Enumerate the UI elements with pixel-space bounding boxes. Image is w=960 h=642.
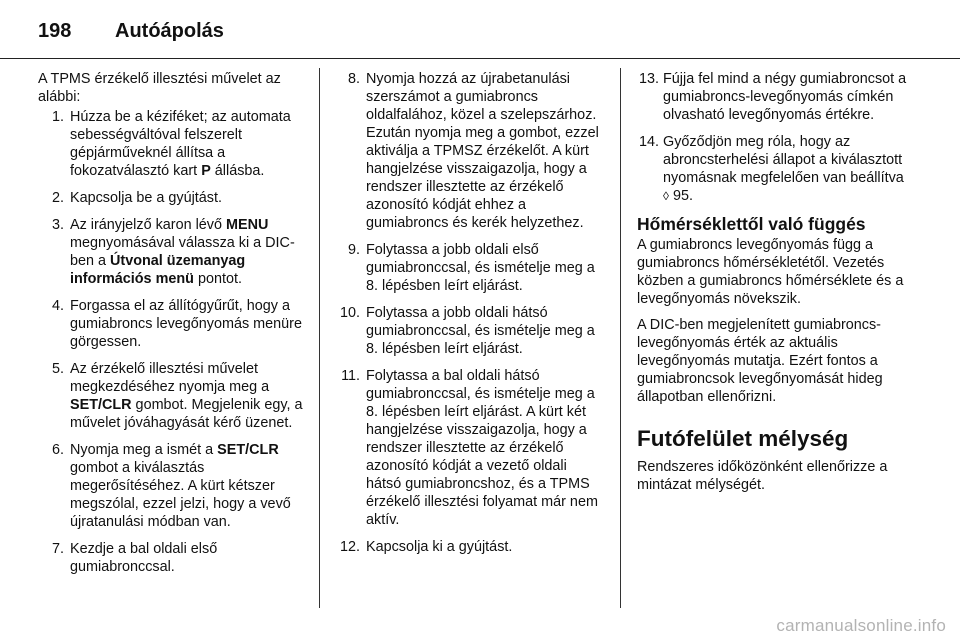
watermark: carmanualsonline.info	[776, 616, 946, 635]
step-number: 3.	[51, 217, 64, 233]
step-number: 6.	[51, 442, 64, 458]
step-text: Folytassa a jobb oldali hátsó gumiabronccsal, és ismételje meg a 8. lépésben leírt eljárást.	[366, 305, 595, 357]
step-text: Nyomja meg a ismét a SET/CLR gombot a kiválasztás megerősítéséhez. A kürt kétszer megszólal, ezzel jelzi, hogy a vevő újratanulási módban van.	[70, 442, 291, 530]
step-text: Nyomja hozzá az újrabetanulási szerszámot a gumiabroncs oldalfalához, közel a szelepszárhoz. Ezután nyomja meg a gombot, ezzel aktiválja a TPMSZ érzékelőt. A kürt hangjelzése visszaigazolja, hogy a rendszer illesztette az érzékelő azonosító kódját ehhez a gumiabroncs és kerék helyzethez.	[366, 71, 599, 231]
list-item	[38, 216, 310, 288]
list-item	[331, 241, 605, 295]
header-divider	[0, 58, 960, 59]
step-text: Kezdje a bal oldali első gumiabronccsal.	[70, 541, 218, 575]
list-item	[38, 540, 310, 576]
step-number: 1.	[51, 109, 64, 125]
step-text: Az érzékelő illesztési művelet megkezdéséhez nyomja meg a SET/CLR gombot. Megjelenik egy, a művelet jóváhagyását kérő üzenet.	[70, 361, 303, 431]
section-heading: Hőmérséklettől való függés	[637, 214, 866, 234]
step-text: Húzza be a kéziféket; az automata sebességváltóval felszerelt gépjárműveknél állítsa a fokozatválasztó kart P állásba.	[70, 109, 291, 179]
step-number: 9.	[347, 242, 360, 258]
list-item	[331, 304, 605, 358]
page-reference[interactable]: 95	[672, 188, 689, 204]
step-text: Fújja fel mind a négy gumiabroncsot a gumiabroncs-levegőnyomás címkén olvasható levegőnyomás értékre.	[663, 71, 907, 123]
step-number: 4.	[51, 298, 64, 314]
page-number: 198	[38, 20, 72, 42]
step-number: 10.	[339, 305, 360, 321]
step-number: 7.	[51, 541, 64, 557]
paragraph: A gumiabroncs levegőnyomás függ a gumiabroncs hőmérsékletétől. Vezetés közben a gumiabroncs hőmérséklete és a levegőnyomás növekszik.	[637, 237, 904, 307]
step-number: 5.	[51, 361, 64, 377]
paragraph: A DIC-ben megjelenített gumiabroncs-levegőnyomás érték az aktuális levegőnyomás mutatja. Ezért fontos a gumiabroncsok levegőnyomását hideg állapotban ellenőrizni.	[637, 317, 883, 405]
step-number: 2.	[51, 190, 64, 206]
list-item	[38, 441, 310, 531]
list-item	[38, 360, 310, 432]
column-divider-1	[319, 68, 320, 608]
column-3	[637, 70, 907, 494]
list-item	[637, 70, 907, 124]
list-item	[38, 108, 310, 180]
step-number: 11.	[341, 368, 360, 384]
intro-text: A TPMS érzékelő illesztési művelet az alábbi:	[38, 71, 281, 105]
section-heading: Futófelület mélység	[637, 426, 849, 451]
page-reference-icon: ◊	[663, 189, 669, 203]
column-2	[331, 70, 605, 565]
step-text: Kapcsolja be a gyújtást.	[70, 190, 222, 206]
list-item	[637, 133, 907, 205]
step-text: Forgassa el az állítógyűrűt, hogy a gumiabroncs levegőnyomás menüre görgessen.	[70, 298, 302, 350]
list-item	[38, 189, 310, 207]
step-number: 8.	[347, 71, 360, 87]
step-text: Az irányjelző karon lévő MENU megnyomásával válassza ki a DIC-ben a Útvonal üzemanyag információs menü pontot.	[70, 217, 295, 287]
list-item	[331, 70, 605, 232]
step-number: 12.	[339, 539, 360, 555]
list-item	[331, 538, 605, 556]
list-item	[38, 297, 310, 351]
column-1	[38, 70, 310, 585]
page-title: Autóápolás	[115, 20, 224, 42]
column-divider-2	[620, 68, 621, 608]
list-item	[331, 367, 605, 529]
step-text: Győződjön meg róla, hogy az abroncsterhelési állapot a kiválasztott nyomásnak megfelelően van beállítva ◊ 95.	[663, 134, 904, 204]
paragraph: Rendszeres időközönként ellenőrizze a mintázat mélységét.	[637, 459, 888, 493]
step-number: 13.	[638, 71, 659, 87]
step-text: Folytassa a jobb oldali első gumiabronccsal, és ismételje meg a 8. lépésben leírt eljárást.	[366, 242, 595, 294]
step-number: 14.	[638, 134, 659, 150]
step-text: Kapcsolja ki a gyújtást.	[366, 539, 513, 555]
step-text: Folytassa a bal oldali hátsó gumiabronccsal, és ismételje meg a 8. lépésben leírt eljárást. A kürt két hangjelzése visszaigazolja, hogy a rendszer illesztette az érzékelő azonosító kódját a vezető oldali hátsó gumiabroncshoz, és a TPMS érzékelő illesztési folyamat már nem aktív.	[366, 368, 598, 528]
